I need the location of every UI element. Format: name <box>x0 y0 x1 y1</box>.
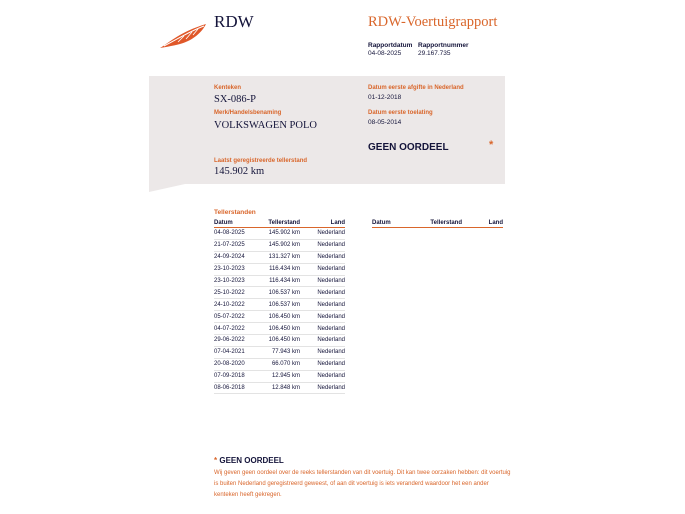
cell-land: Nederland <box>300 323 345 335</box>
cell-tellerstand: 106.450 km <box>260 323 300 335</box>
table-row <box>214 382 345 394</box>
col-land-header: Land <box>462 219 503 228</box>
table-row <box>214 323 345 335</box>
merk-label: Merk/Handelsbenaming <box>214 110 282 116</box>
cell-land: Nederland <box>300 251 345 263</box>
table-row <box>214 251 345 263</box>
cell-datum: 24-10-2022 <box>214 299 260 311</box>
cell-tellerstand: 106.450 km <box>260 335 300 347</box>
cell-land: Nederland <box>300 275 345 287</box>
cell-land: Nederland <box>300 311 345 323</box>
footnote-title <box>214 456 284 465</box>
table-header-row <box>372 219 503 228</box>
eerste-toelating-value: 08-05-2014 <box>368 119 402 126</box>
panel-tab-decoration <box>149 184 185 192</box>
cell-datum: 29-06-2022 <box>214 335 260 347</box>
cell-tellerstand: 116.434 km <box>260 263 300 275</box>
cell-datum: 20-08-2020 <box>214 358 260 370</box>
rapportnummer-label: Rapportnummer <box>418 42 469 49</box>
document-title: RDW-Voertuigrapport <box>368 14 498 30</box>
laatste-stand-value: 145.902 km <box>214 166 265 177</box>
footnote-asterisk: * <box>214 456 218 465</box>
tellerstanden-title: Tellerstanden <box>214 209 256 216</box>
col-land-header: Land <box>300 219 345 228</box>
table-row <box>214 287 345 299</box>
cell-tellerstand: 12.945 km <box>260 370 300 382</box>
cell-datum: 04-07-2022 <box>214 323 260 335</box>
table-row <box>214 239 345 251</box>
footnote-text: Wij geven geen oordeel over de reeks tellerstanden van dit voertuig. Dit kan twee oorzaken hebben: dit voertuig is buiten Nederland geregistreerd geweest, of aan dit voertuig is iets veranderd waardoor het een ander kenteken heeft gekregen. <box>214 470 511 498</box>
cell-datum: 25-10-2022 <box>214 287 260 299</box>
rapportnummer-value: 29.167.735 <box>418 50 451 57</box>
cell-tellerstand: 145.902 km <box>260 228 300 240</box>
cell-land: Nederland <box>300 239 345 251</box>
cell-tellerstand: 12.848 km <box>260 382 300 394</box>
cell-tellerstand: 77.943 km <box>260 346 300 358</box>
cell-land: Nederland <box>300 263 345 275</box>
cell-land: Nederland <box>300 370 345 382</box>
cell-tellerstand: 66.070 km <box>260 358 300 370</box>
footnote-title-text: GEEN OORDEEL <box>219 456 284 465</box>
table-row <box>214 346 345 358</box>
cell-tellerstand: 106.537 km <box>260 299 300 311</box>
col-tellerstand-header: Tellerstand <box>260 219 300 228</box>
rdw-feather-logo-icon <box>158 22 208 50</box>
cell-land: Nederland <box>300 299 345 311</box>
eerste-afgifte-label: Datum eerste afgifte in Nederland <box>368 85 464 91</box>
cell-land: Nederland <box>300 358 345 370</box>
cell-land: Nederland <box>300 346 345 358</box>
cell-tellerstand: 116.434 km <box>260 275 300 287</box>
rapportdatum-value: 04-08-2025 <box>368 50 402 57</box>
rapportdatum-label: Rapportdatum <box>368 42 413 49</box>
vehicle-info-panel <box>149 76 505 184</box>
cell-datum: 07-04-2021 <box>214 346 260 358</box>
col-datum-header: Datum <box>372 219 418 228</box>
cell-land: Nederland <box>300 228 345 240</box>
cell-datum: 24-09-2024 <box>214 251 260 263</box>
eerste-toelating-label: Datum eerste toelating <box>368 110 433 116</box>
table-row <box>214 263 345 275</box>
eerste-afgifte-value: 01-12-2018 <box>368 94 402 101</box>
verdict-text: GEEN OORDEEL <box>368 142 449 153</box>
cell-datum: 05-07-2022 <box>214 311 260 323</box>
merk-value: VOLKSWAGEN POLO <box>214 120 317 131</box>
cell-tellerstand: 106.537 km <box>260 287 300 299</box>
cell-land: Nederland <box>300 287 345 299</box>
readings-table <box>214 219 345 394</box>
readings-table-right <box>372 219 503 228</box>
table-row <box>214 228 345 240</box>
kenteken-label: Kenteken <box>214 85 242 91</box>
col-datum-header: Datum <box>214 219 260 228</box>
cell-datum: 08-06-2018 <box>214 382 260 394</box>
table-row <box>214 335 345 347</box>
table-row <box>214 311 345 323</box>
cell-datum: 23-10-2023 <box>214 275 260 287</box>
cell-datum: 04-08-2025 <box>214 228 260 240</box>
cell-datum: 21-07-2025 <box>214 239 260 251</box>
cell-tellerstand: 145.902 km <box>260 239 300 251</box>
brand-name: RDW <box>214 12 254 31</box>
cell-datum: 23-10-2023 <box>214 263 260 275</box>
table-row <box>214 299 345 311</box>
table-row <box>214 275 345 287</box>
cell-datum: 07-09-2018 <box>214 370 260 382</box>
table-header-row <box>214 219 345 228</box>
cell-tellerstand: 131.327 km <box>260 251 300 263</box>
col-tellerstand-header: Tellerstand <box>418 219 462 228</box>
cell-tellerstand: 106.450 km <box>260 311 300 323</box>
table-row <box>214 370 345 382</box>
kenteken-value: SX-086-P <box>214 94 257 105</box>
table-row <box>214 358 345 370</box>
laatste-stand-label: Laatst geregistreerde tellerstand <box>214 158 308 164</box>
verdict-asterisk: * <box>489 139 494 151</box>
cell-land: Nederland <box>300 335 345 347</box>
cell-land: Nederland <box>300 382 345 394</box>
